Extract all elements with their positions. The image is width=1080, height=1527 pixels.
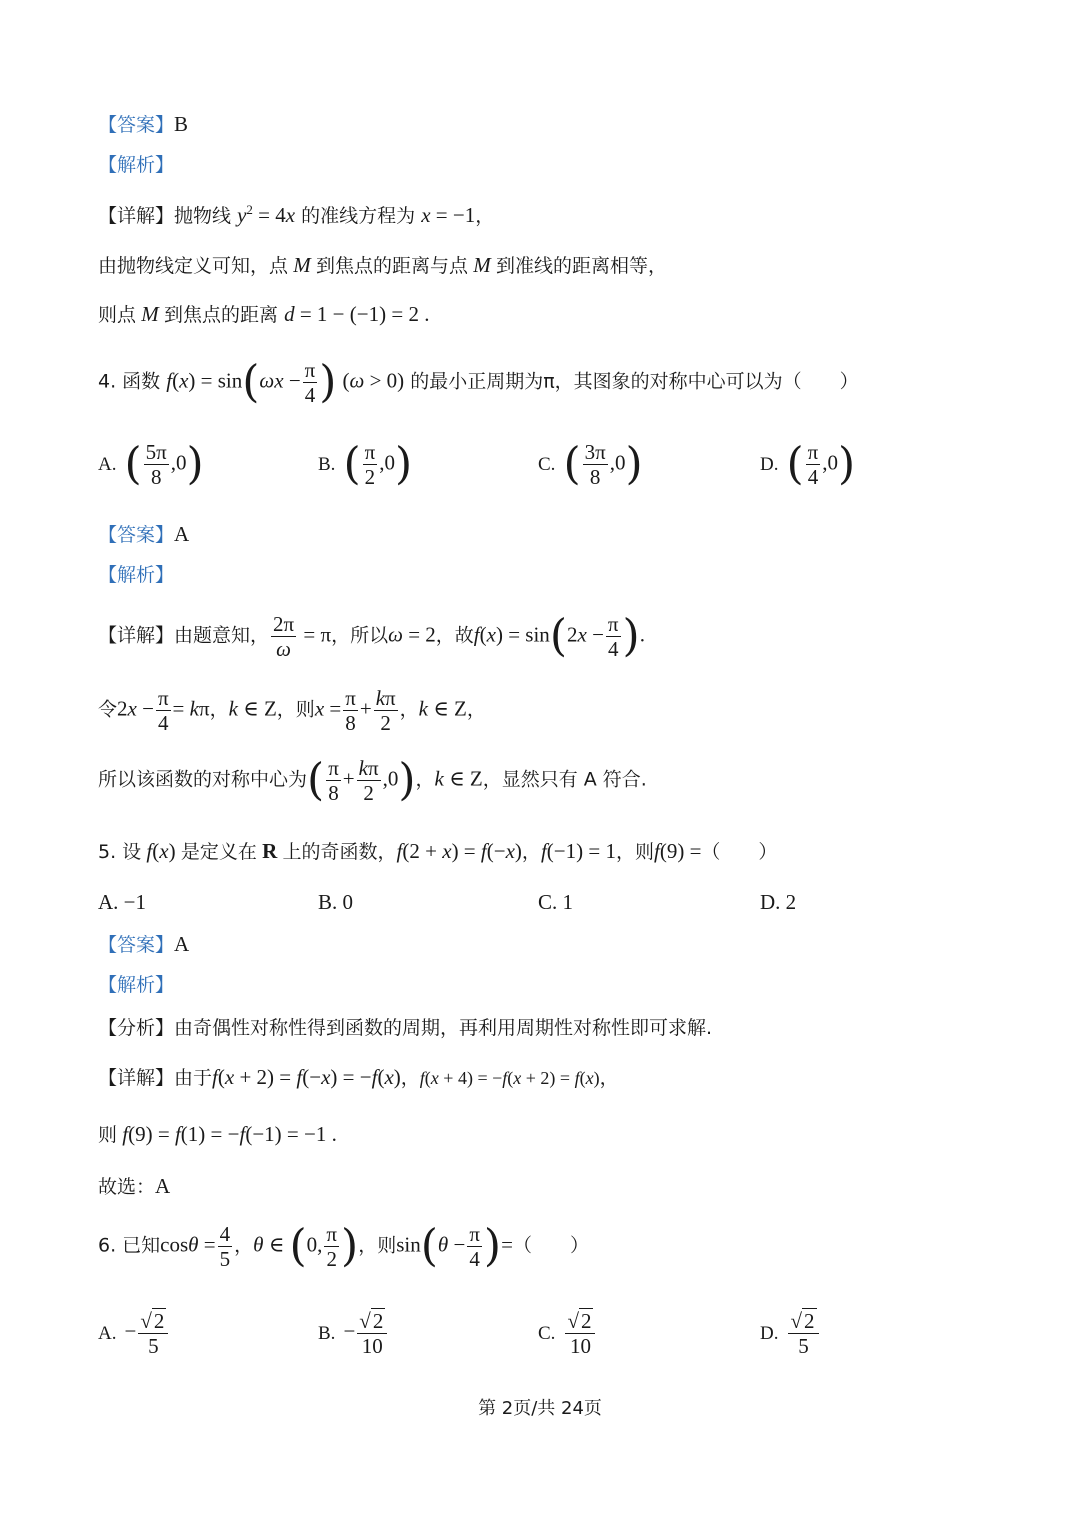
q5-answer-line: 【答案】A bbox=[98, 932, 190, 956]
answer-label: 【答案】 bbox=[98, 114, 175, 136]
detail-label: 【详解】 bbox=[98, 205, 175, 227]
q5-fenxi: 【分析】由奇偶性对称性得到函数的周期，再利用周期性对称性即可求解. bbox=[98, 1017, 713, 1039]
q6-option-c: C. $\frac{√2}{10}$ bbox=[538, 1308, 597, 1358]
q5-analysis-label: 【解析】 bbox=[98, 974, 175, 996]
q5-choose: 故选：A bbox=[98, 1174, 171, 1198]
q6-option-b: B. − $\frac{√2}{10}$ bbox=[318, 1308, 389, 1358]
q5-detail-line1: 【详解】由于f(x + 2) = f(−x) = −f(x)，f(x + 4) = −f(x + 2) = f(x)， bbox=[98, 1065, 619, 1089]
q5-answer: A bbox=[174, 932, 190, 956]
q4-option-d: D. ( $\frac{\pi}{4}$ ,0) bbox=[760, 438, 856, 490]
q4-answer-line: 【答案】A bbox=[98, 522, 190, 546]
q4-stem: 4. 函数 f(x) = sin(ωx − $\frac{\pi}{4}$ ) (ω > 0) 的最小正周期为π，其图象的对称中心可以为（ ） bbox=[98, 356, 859, 408]
q4-option-a: A. ( $\frac{5\pi}{8}$ ,0) bbox=[98, 438, 204, 490]
q3-answer-line bbox=[98, 114, 188, 135]
q6-option-d: D. $\frac{√2}{5}$ bbox=[760, 1308, 821, 1358]
q3-detail-line3: 则点 M 到焦点的距离 d = 1 − (−1) = 2 . bbox=[98, 302, 430, 326]
q6-option-a: A. − $\frac{√2}{5}$ bbox=[98, 1308, 170, 1358]
q3-analysis-label bbox=[98, 156, 174, 175]
q5-detail-line2: 则 f(9) = f(1) = −f(−1) = −1 . bbox=[98, 1122, 337, 1146]
q5-stem: 5. 设 f(x) 是定义在 R 上的奇函数，f(2 + x) = f(−x)，f(−1) = 1，则f(9) =（ ） bbox=[98, 839, 778, 863]
q4-analysis-label: 【解析】 bbox=[98, 564, 175, 586]
q4-option-c: C. ( $\frac{3\pi}{8}$ ,0) bbox=[538, 438, 643, 490]
page-footer: 第 2页/共 24页 bbox=[478, 1398, 602, 1419]
q3-detail-line2: 由抛物线定义可知，点 M 到焦点的距离与点 M 到准线的距离相等， bbox=[98, 253, 668, 277]
q4-detail-line2: 令2x − $\frac{\pi}{4}$ = kπ，k ∈ Z，则x = $\frac{\pi}{8}$ + $\frac{k\pi}{2}$ ，k ∈ Z， bbox=[98, 686, 486, 736]
q4-option-b: B. ( $\frac{\pi}{2}$ ,0) bbox=[318, 438, 413, 490]
analysis-label: 【解析】 bbox=[98, 154, 175, 176]
q3-answer: B bbox=[174, 112, 189, 136]
q4-answer: A bbox=[174, 522, 190, 546]
q4-detail-line1: 【详解】由题意知， $\frac{2\pi}{\omega}$ = π，所以ω = 2，故f(x) = sin(2x − $\frac{\pi}{4}$ ). bbox=[98, 610, 645, 662]
q5-option-b: B. 0 bbox=[318, 890, 354, 914]
q6-stem: 6. 已知cosθ = $\frac{4}{5}$ ，θ ∈ (0, $\frac{\pi}{2}$ )，则sin(θ − $\frac{\pi}{4}$ )=（ ） bbox=[98, 1220, 589, 1272]
q5-option-d: D. 2 bbox=[760, 890, 797, 914]
q4-detail-line3: 所以该函数的对称中心为( $\frac{\pi}{8}$ + $\frac{k\pi}{2}$ ,0)，k ∈ Z，显然只有 A 符合. bbox=[98, 754, 647, 806]
q5-option-a: A. −1 bbox=[98, 890, 147, 914]
q5-option-c: C. 1 bbox=[538, 890, 574, 914]
q3-detail-line1: 【详解】抛物线 $y^2 = 4x$ 的准线方程为 x = −1， bbox=[98, 202, 495, 227]
